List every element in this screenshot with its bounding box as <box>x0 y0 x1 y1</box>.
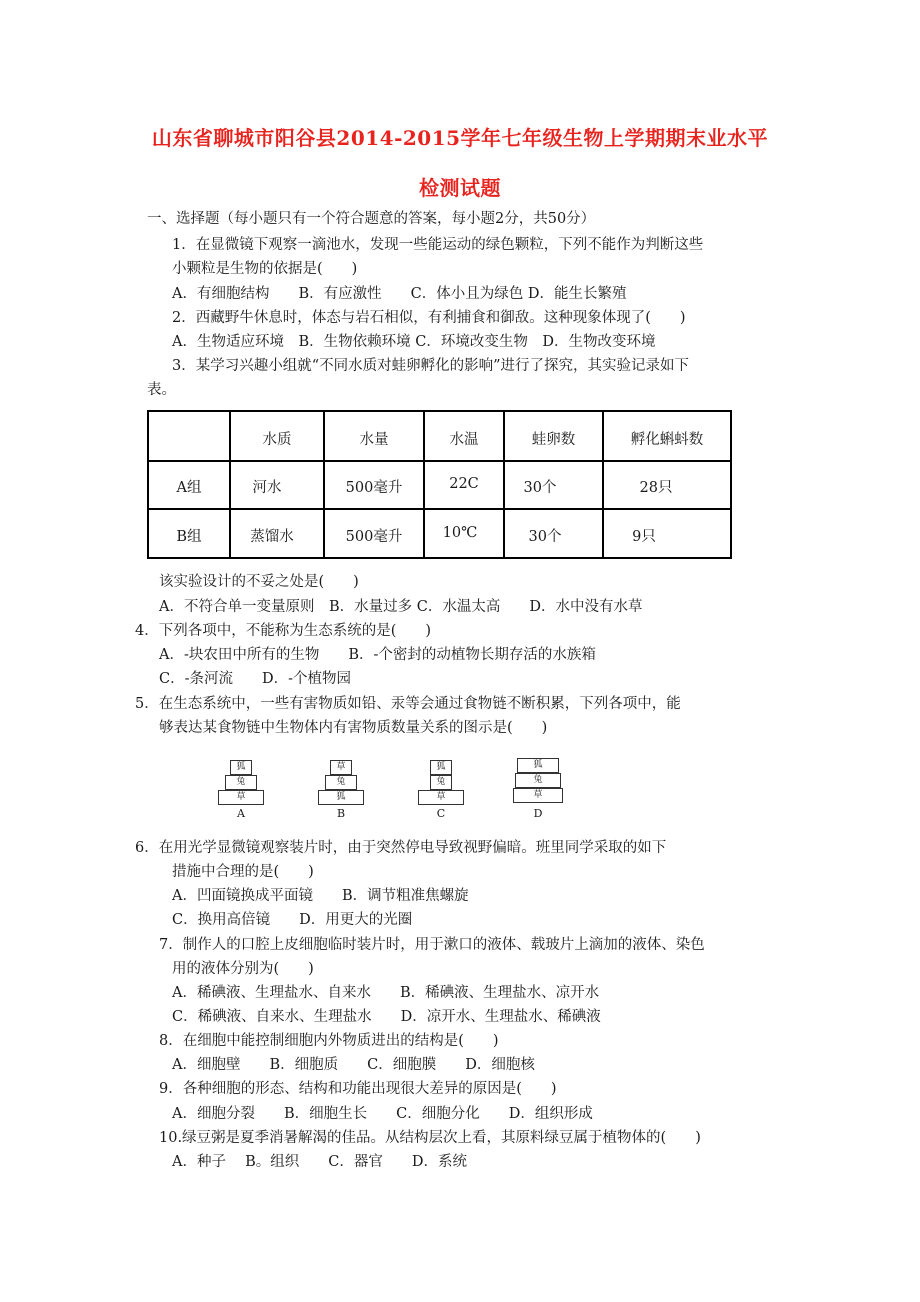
q3-options: A．不符合单一变量原则 B．水量过多 C．水温太高 D．水中没有水草 <box>159 599 643 615</box>
q7-options-line2: C．稀碘液、自来水、生理盐水 D．凉开水、生理盐水、稀碘液 <box>172 1009 601 1025</box>
table-cell: 30个 <box>523 480 557 496</box>
q3-stem-line3: 该实验设计的不妥之处是( ) <box>159 574 359 590</box>
q1-stem-line1: 1．在显微镜下观察一滴池水，发现一些能运动的绿色颗粒，下列不能作为判断这些 <box>172 237 704 253</box>
q7-stem-line2: 用的液体分别为( ) <box>172 961 314 977</box>
q4-options-line2: C．-条河流 D．-个植物园 <box>159 671 352 687</box>
q6-stem-line1: 6．在用光学显微镜观察装片时，由于突然停电导致视野偏暗。班里同学采取的如下 <box>135 840 667 856</box>
pyramid-layer: 狐 <box>318 790 364 805</box>
q5-stem-line1: 5．在生态系统中，一些有害物质如铅、汞等会通过食物链不断积累，下列各项中，能 <box>135 696 681 712</box>
pyramid-layer: 草 <box>330 760 352 775</box>
q6-options-line2: C．换用高倍镜 D．用更大的光圈 <box>172 912 413 928</box>
q6-options-line1: A．凹面镜换成平面镜 B．调节粗准焦螺旋 <box>172 888 469 904</box>
table-header-cell: 蛙卵数 <box>531 432 576 448</box>
table-cell: B组 <box>176 529 202 545</box>
pyramid-layer: 狐 <box>230 760 252 775</box>
pyramid-layer: 草 <box>513 788 563 803</box>
q4-stem: 4．下列各项中，不能称为生态系统的是( ) <box>135 623 432 639</box>
table-header-cell: 水量 <box>359 432 389 448</box>
q9-options: A．细胞分裂 B．细胞生长 C．细胞分化 D．组织形成 <box>172 1106 593 1122</box>
pyramid-layer: 狐 <box>517 758 559 773</box>
table-cell: 9只 <box>632 529 656 545</box>
q8-stem: 8．在细胞中能控制细胞内外物质进出的结构是( ) <box>159 1033 499 1049</box>
q10-stem: 10.绿豆粥是夏季消暑解渴的佳品。从结构层次上看，其原料绿豆属于植物体的( ) <box>159 1130 701 1146</box>
table-cell: 30个 <box>528 529 562 545</box>
table-cell: 蒸馏水 <box>250 529 294 545</box>
doc-title-line1: 山东省聊城市阳谷县2014-2015学年七年级生物上学期期末业水平 <box>151 126 769 150</box>
pyramid-label: D <box>533 807 543 820</box>
doc-title-line2: 检测试题 <box>419 176 501 200</box>
q1-options: A．有细胞结构 B．有应激性 C．体小且为绿色 D．能生长繁殖 <box>172 286 627 302</box>
q2-stem: 2．西藏野牛休息时，体态与岩石相似，有利捕食和御敌。这种现象体现了( ) <box>172 310 686 326</box>
table-cell: 22C <box>449 476 479 492</box>
q2-options: A．生物适应环境 B．生物依赖环境 C．环境改变生物 D．生物改变环境 <box>172 334 656 350</box>
pyramid-layer: 兔 <box>430 775 452 790</box>
q8-options: A．细胞壁 B．细胞质 C．细胞膜 D．细胞核 <box>172 1057 535 1073</box>
q6-stem-line2: 措施中合理的是( ) <box>172 864 314 880</box>
table-cell: 河水 <box>252 480 282 496</box>
table-cell: 500毫升 <box>345 529 403 545</box>
q7-options-line1: A．稀碘液、生理盐水、自来水 B．稀碘液、生理盐水、凉开水 <box>172 985 600 1001</box>
q10-options: A．种子 B。组织 C．器官 D．系统 <box>172 1154 467 1170</box>
q5-stem-line2: 够表达某食物链中生物体内有害物质数量关系的图示是( ) <box>159 720 548 736</box>
section-heading: 一、选择题（每小题只有一个符合题意的答案，每小题2分，共50分） <box>147 211 596 227</box>
pyramid-layer: 草 <box>218 790 264 805</box>
pyramid-layer: 兔 <box>225 775 257 790</box>
pyramid-layer: 兔 <box>515 773 561 788</box>
table-cell: A组 <box>176 480 202 496</box>
q3-stem-line2: 表。 <box>147 382 176 398</box>
pyramid-label: A <box>237 807 245 820</box>
table-cell: 10℃ <box>442 525 478 541</box>
q3-stem-line1: 3．某学习兴趣小组就“不同水质对蛙卵孵化的影响”进行了探究，其实验记录如下 <box>172 358 690 374</box>
q9-stem: 9．各种细胞的形态、结构和功能出现很大差异的原因是( ) <box>159 1081 557 1097</box>
pyramid-label: B <box>336 807 346 820</box>
pyramid-label: C <box>436 807 446 820</box>
table-header-cell: 孵化蝌蚪数 <box>630 432 704 448</box>
table-cell: 500毫升 <box>345 480 403 496</box>
q7-stem-line1: 7．制作人的口腔上皮细胞临时装片时，用于漱口的液体、载玻片上滴加的液体、染色 <box>159 937 705 953</box>
pyramid-layer: 草 <box>418 790 464 805</box>
pyramid-layer: 兔 <box>325 775 357 790</box>
q4-options-line1: A．-块农田中所有的生物 B．-个密封的动植物长期存活的水族箱 <box>159 647 596 663</box>
table-cell: 28只 <box>639 480 673 496</box>
table-header-cell: 水温 <box>449 432 479 448</box>
pyramid-layer: 狐 <box>430 760 452 775</box>
table-header-cell: 水质 <box>262 432 292 448</box>
q1-stem-line2: 小颗粒是生物的依据是( ) <box>172 261 358 277</box>
